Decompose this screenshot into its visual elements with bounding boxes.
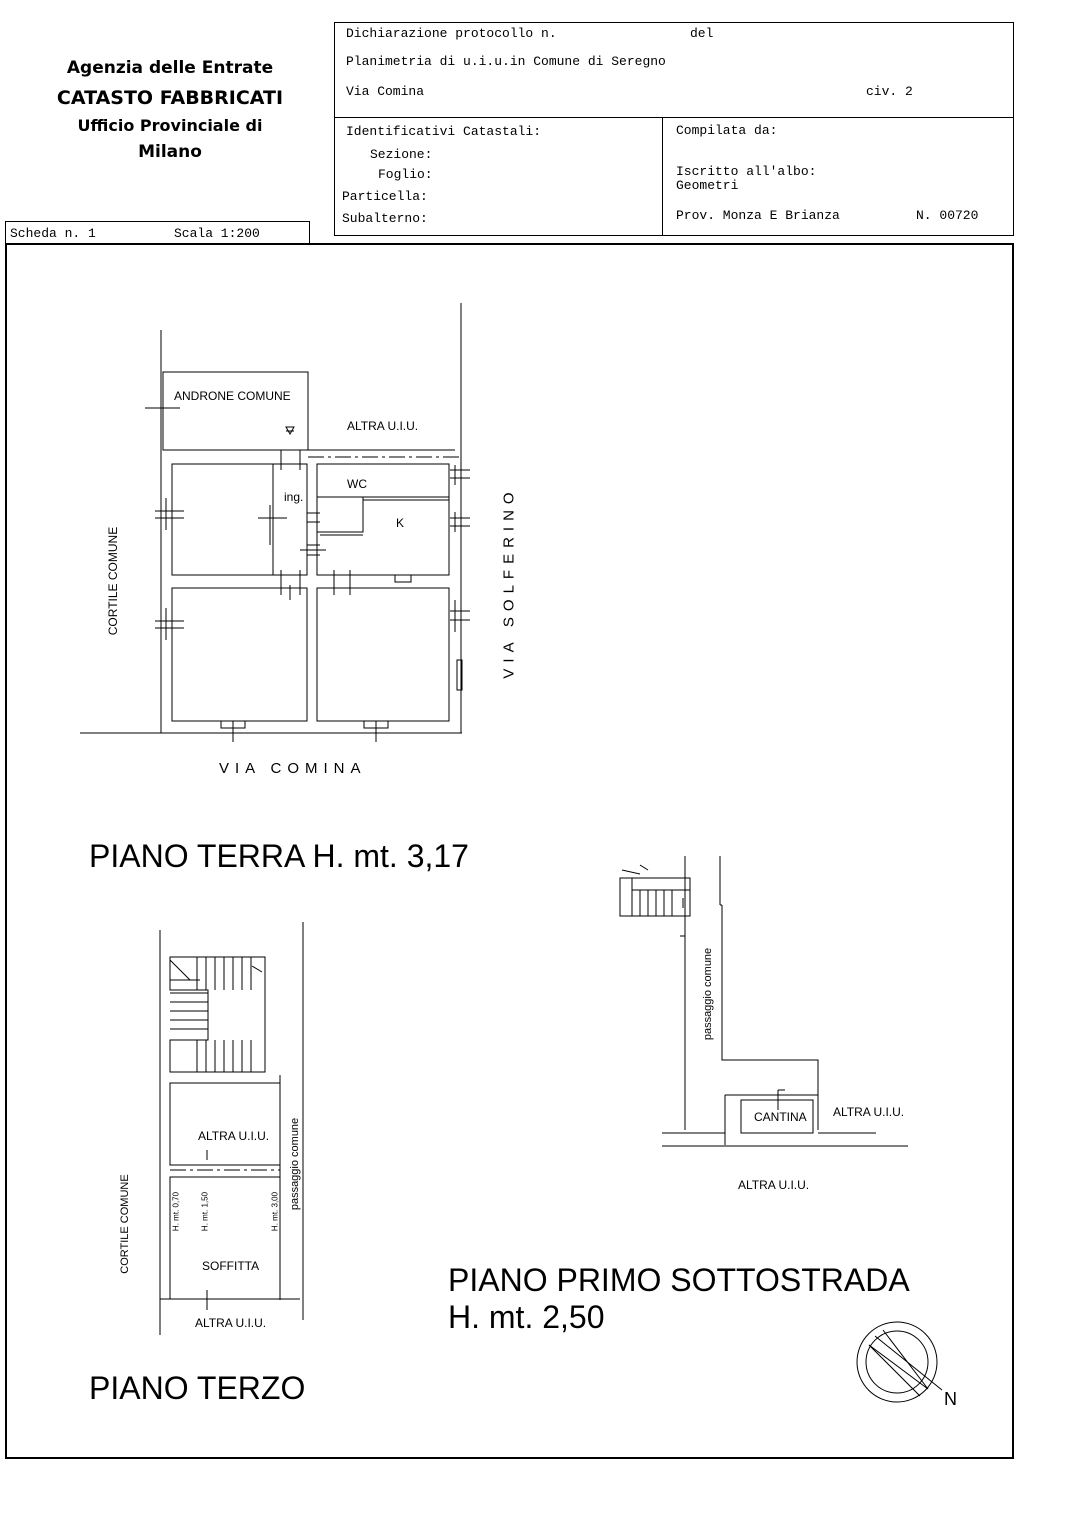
basement-height: H. mt. 2,50 [448, 1299, 605, 1335]
planimetria-label: Planimetria di u.i.u.in Comune di Seregno [346, 54, 666, 69]
altra-uiu-label: ALTRA U.I.U. [347, 419, 419, 433]
catasto-title: CATASTO FABBRICATI [56, 87, 284, 109]
basement-altra-uiu-right: ALTRA U.I.U. [833, 1105, 905, 1119]
foglio-label: Foglio: [378, 167, 433, 182]
protocol-label: Dichiarazione protocollo n. [346, 26, 557, 41]
sezione-label: Sezione: [370, 147, 433, 162]
basement-altra-uiu-bottom: ALTRA U.I.U. [738, 1178, 810, 1192]
scheda-number: Scheda n. 1 [10, 226, 96, 241]
altra-uiu-top-label: ALTRA U.I.U. [198, 1129, 270, 1143]
agency-name: Agenzia delle Entrate [66, 58, 274, 78]
registered-label: Iscritto all'albo: [676, 164, 817, 179]
scale-label: Scala 1:200 [174, 226, 260, 241]
height-070-label: H. mt. 0,70 [171, 1191, 181, 1232]
third-floor-title: PIANO TERZO [89, 1370, 306, 1406]
wc-label: WC [347, 477, 367, 491]
basement-plan [620, 856, 908, 1146]
subalterno-label: Subalterno: [342, 211, 428, 226]
street-label: Via Comina [346, 84, 425, 99]
registry-number: N. 00720 [916, 208, 979, 223]
height-300-label: H. mt. 3,00 [270, 1191, 280, 1232]
identifiers-title: Identificativi Catastali: [346, 124, 542, 139]
compiled-by-label: Compilata da: [676, 123, 778, 138]
soffitta-label: SOFFITTA [202, 1259, 260, 1273]
entrance-label: ing. [284, 490, 304, 504]
stair-steps [170, 957, 262, 1072]
registry-type: Geometri [676, 178, 739, 193]
north-label: N [944, 1389, 957, 1409]
androne-label: ANDRONE COMUNE [174, 389, 291, 403]
protocol-del: del [690, 26, 714, 41]
height-150-label: H. mt. 1,50 [200, 1191, 210, 1232]
office-label: Ufficio Provinciale di [77, 116, 263, 135]
office-city: Milano [138, 142, 202, 162]
particella-label: Particella: [342, 189, 428, 204]
via-comina-label: VIA COMINA [219, 760, 367, 777]
ground-floor-plan [80, 303, 470, 742]
north-arrow-icon [857, 1322, 942, 1402]
cortile-label: CORTILE COMUNE [106, 526, 120, 636]
cantina-label: CANTINA [754, 1110, 807, 1124]
via-solferino-label: VIA SOLFERINO [500, 486, 518, 679]
basement-stair [620, 865, 690, 916]
basement-title: PIANO PRIMO SOTTOSTRADA [448, 1262, 910, 1298]
kitchen-label: K [396, 516, 405, 530]
passaggio-comune-label: passaggio comune [289, 1117, 301, 1211]
basement-passaggio-label: passaggio comune [702, 947, 714, 1041]
civic-number: civ. 2 [866, 84, 913, 99]
ground-floor-title: PIANO TERRA H. mt. 3,17 [89, 838, 469, 874]
cortile-third-label: CORTILE COMUNE [119, 1174, 131, 1274]
altra-uiu-bottom-label: ALTRA U.I.U. [195, 1316, 267, 1330]
province-label: Prov. Monza E Brianza [676, 208, 840, 223]
